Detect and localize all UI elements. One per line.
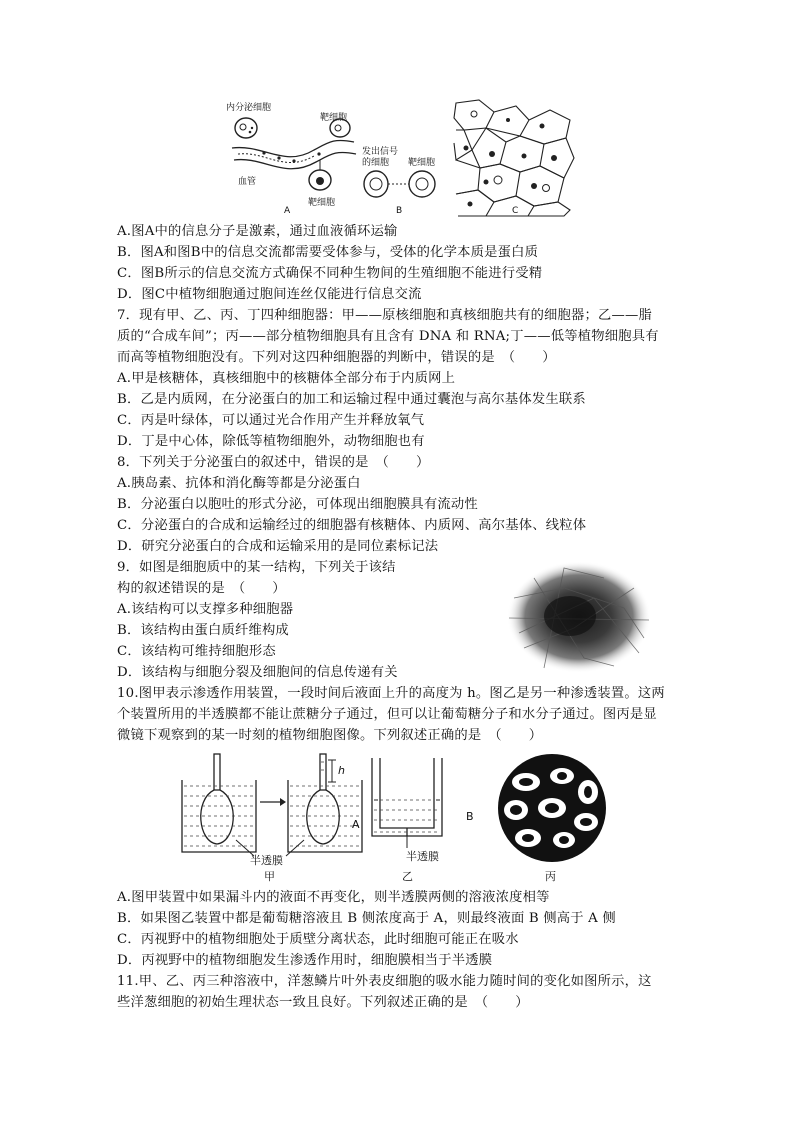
fig-label-c: C — [512, 206, 519, 216]
fig-label-a: A — [284, 206, 291, 216]
figure-cell-communication-drawing — [224, 98, 584, 220]
fig-yi-membrane-label: 半透膜 — [406, 850, 439, 863]
q8-stem: 8．下列关于分泌蛋白的叙述中，错误的是 （ ） — [117, 455, 430, 470]
q10-stem-line-1: 10.图甲表示渗透作用装置，一段时间后液面上升的高度为 h。图乙是另一种渗透装置。这两 — [117, 686, 665, 701]
figure-cell-communication — [224, 98, 584, 220]
q8-option-d: D．研究分泌蛋白的合成和运输采用的是同位素标记法 — [117, 539, 439, 554]
fig-a-target-top-label: 靶细胞 — [320, 113, 348, 123]
q10-option-b: B．如果图乙装置中都是葡萄糖溶液且 B 侧浓度高于 A，则最终液面 B 侧高于 A 侧 — [117, 911, 616, 926]
q7-option-b: B．乙是内质网，在分泌蛋白的加工和运输过程中通过囊泡与高尔基体发生联系 — [117, 392, 586, 407]
q7-stem-line-2: 质的“合成车间”；丙——部分植物细胞具有且含有 DNA 和 RNA;丁——低等植物细胞具有 — [117, 329, 659, 344]
q9-option-d: D．该结构与细胞分裂及细胞间的信息传递有关 — [117, 665, 398, 680]
q9-option-c: C．该结构可维持细胞形态 — [117, 644, 276, 659]
q6-option-a: A.图A中的信息分子是激素，通过血液循环运输 — [117, 224, 398, 239]
fig-yi-b-label: B — [466, 810, 474, 823]
q7-option-a: A.甲是核糖体，真核细胞中的核糖体全部分布于内质网上 — [117, 371, 456, 386]
fig-label-b: B — [396, 206, 403, 216]
cytoskeleton-micrograph — [504, 558, 654, 676]
q8-option-b: B．分泌蛋白以胞吐的形式分泌，可体现出细胞膜具有流动性 — [117, 497, 478, 512]
fig-yi-a-label: A — [352, 818, 360, 831]
cytoskeleton-micrograph-drawing — [504, 558, 654, 676]
fig-a-endocrine-label: 内分泌细胞 — [226, 103, 272, 113]
q9-stem-line-2: 构的叙述错误的是 （ ） — [117, 581, 286, 596]
q10-option-c: C．丙视野中的植物细胞处于质壁分离状态，此时细胞可能正在吸水 — [117, 932, 519, 947]
fig-jia-label: 甲 — [264, 870, 275, 883]
q7-option-c: C．丙是叶绿体，可以通过光合作用产生并释放氧气 — [117, 413, 425, 428]
fig-b-signal-label-2: 的细胞 — [362, 158, 390, 168]
q11-stem-line-2: 些洋葱细胞的初始生理状态一致且良好。下列叙述正确的是 （ ） — [117, 995, 529, 1010]
q10-stem-line-3: 微镜下观察到的某一时刻的植物细胞图像。下列叙述正确的是 （ ） — [117, 728, 543, 743]
q6-option-b: B．图A和图B中的信息交流都需要受体参与，受体的化学本质是蛋白质 — [117, 245, 539, 260]
q11-stem-line-1: 11.甲、乙、丙三种溶液中，洋葱鳞片叶外表皮细胞的吸水能力随时间的变化如图所示，这 — [117, 974, 652, 989]
fig-yi-label: 乙 — [402, 870, 413, 883]
osmosis-figure — [176, 752, 616, 884]
fig-b-signal-label-1: 发出信号 — [362, 147, 399, 157]
q10-option-d: D．丙视野中的植物细胞发生渗透作用时，细胞膜相当于半透膜 — [117, 953, 493, 968]
fig-a-target-bottom-label: 靶细胞 — [308, 198, 336, 208]
q7-stem-line-3: 而高等植物细胞没有。下列对这四种细胞器的判断中，错误的是 （ ） — [117, 350, 556, 365]
osmosis-figure-drawing — [176, 752, 616, 884]
fig-a-vessel-label: 血管 — [238, 177, 257, 187]
q6-option-d: D．图C中植物细胞通过胞间连丝仅能进行信息交流 — [117, 287, 422, 302]
q9-option-a: A.该结构可以支撑多种细胞器 — [117, 602, 294, 617]
fig-b-target-label: 靶细胞 — [408, 158, 436, 168]
fig-jia-membrane-label: 半透膜 — [250, 854, 283, 867]
fig-bing-label: 丙 — [545, 870, 556, 883]
q9-stem-line-1: 9．如图是细胞质中的某一结构，下列关于该结 — [117, 560, 396, 575]
q7-stem-line-1: 7．现有甲、乙、丙、丁四种细胞器：甲——原核细胞和真核细胞共有的细胞器；乙——脂 — [117, 308, 653, 323]
q7-option-d: D．丁是中心体，除低等植物细胞外，动物细胞也有 — [117, 434, 425, 449]
q8-option-a: A.胰岛素、抗体和消化酶等都是分泌蛋白 — [117, 476, 361, 491]
q8-option-c: C．分泌蛋白的合成和运输经过的细胞器有核糖体、内质网、高尔基体、线粒体 — [117, 518, 587, 533]
q10-option-a: A.图甲装置中如果漏斗内的液面不再变化，则半透膜两侧的溶液浓度相等 — [117, 890, 550, 905]
q10-stem-line-2: 个装置所用的半透膜都不能让蔗糖分子通过，但可以让葡萄糖分子和水分子通过。图丙是显 — [117, 707, 657, 722]
q6-option-c: C．图B所示的信息交流方式确保不同种生物间的生殖细胞不能进行受精 — [117, 266, 543, 281]
fig-jia-h-label: h — [338, 764, 345, 777]
q9-option-b: B．该结构由蛋白质纤维构成 — [117, 623, 289, 638]
